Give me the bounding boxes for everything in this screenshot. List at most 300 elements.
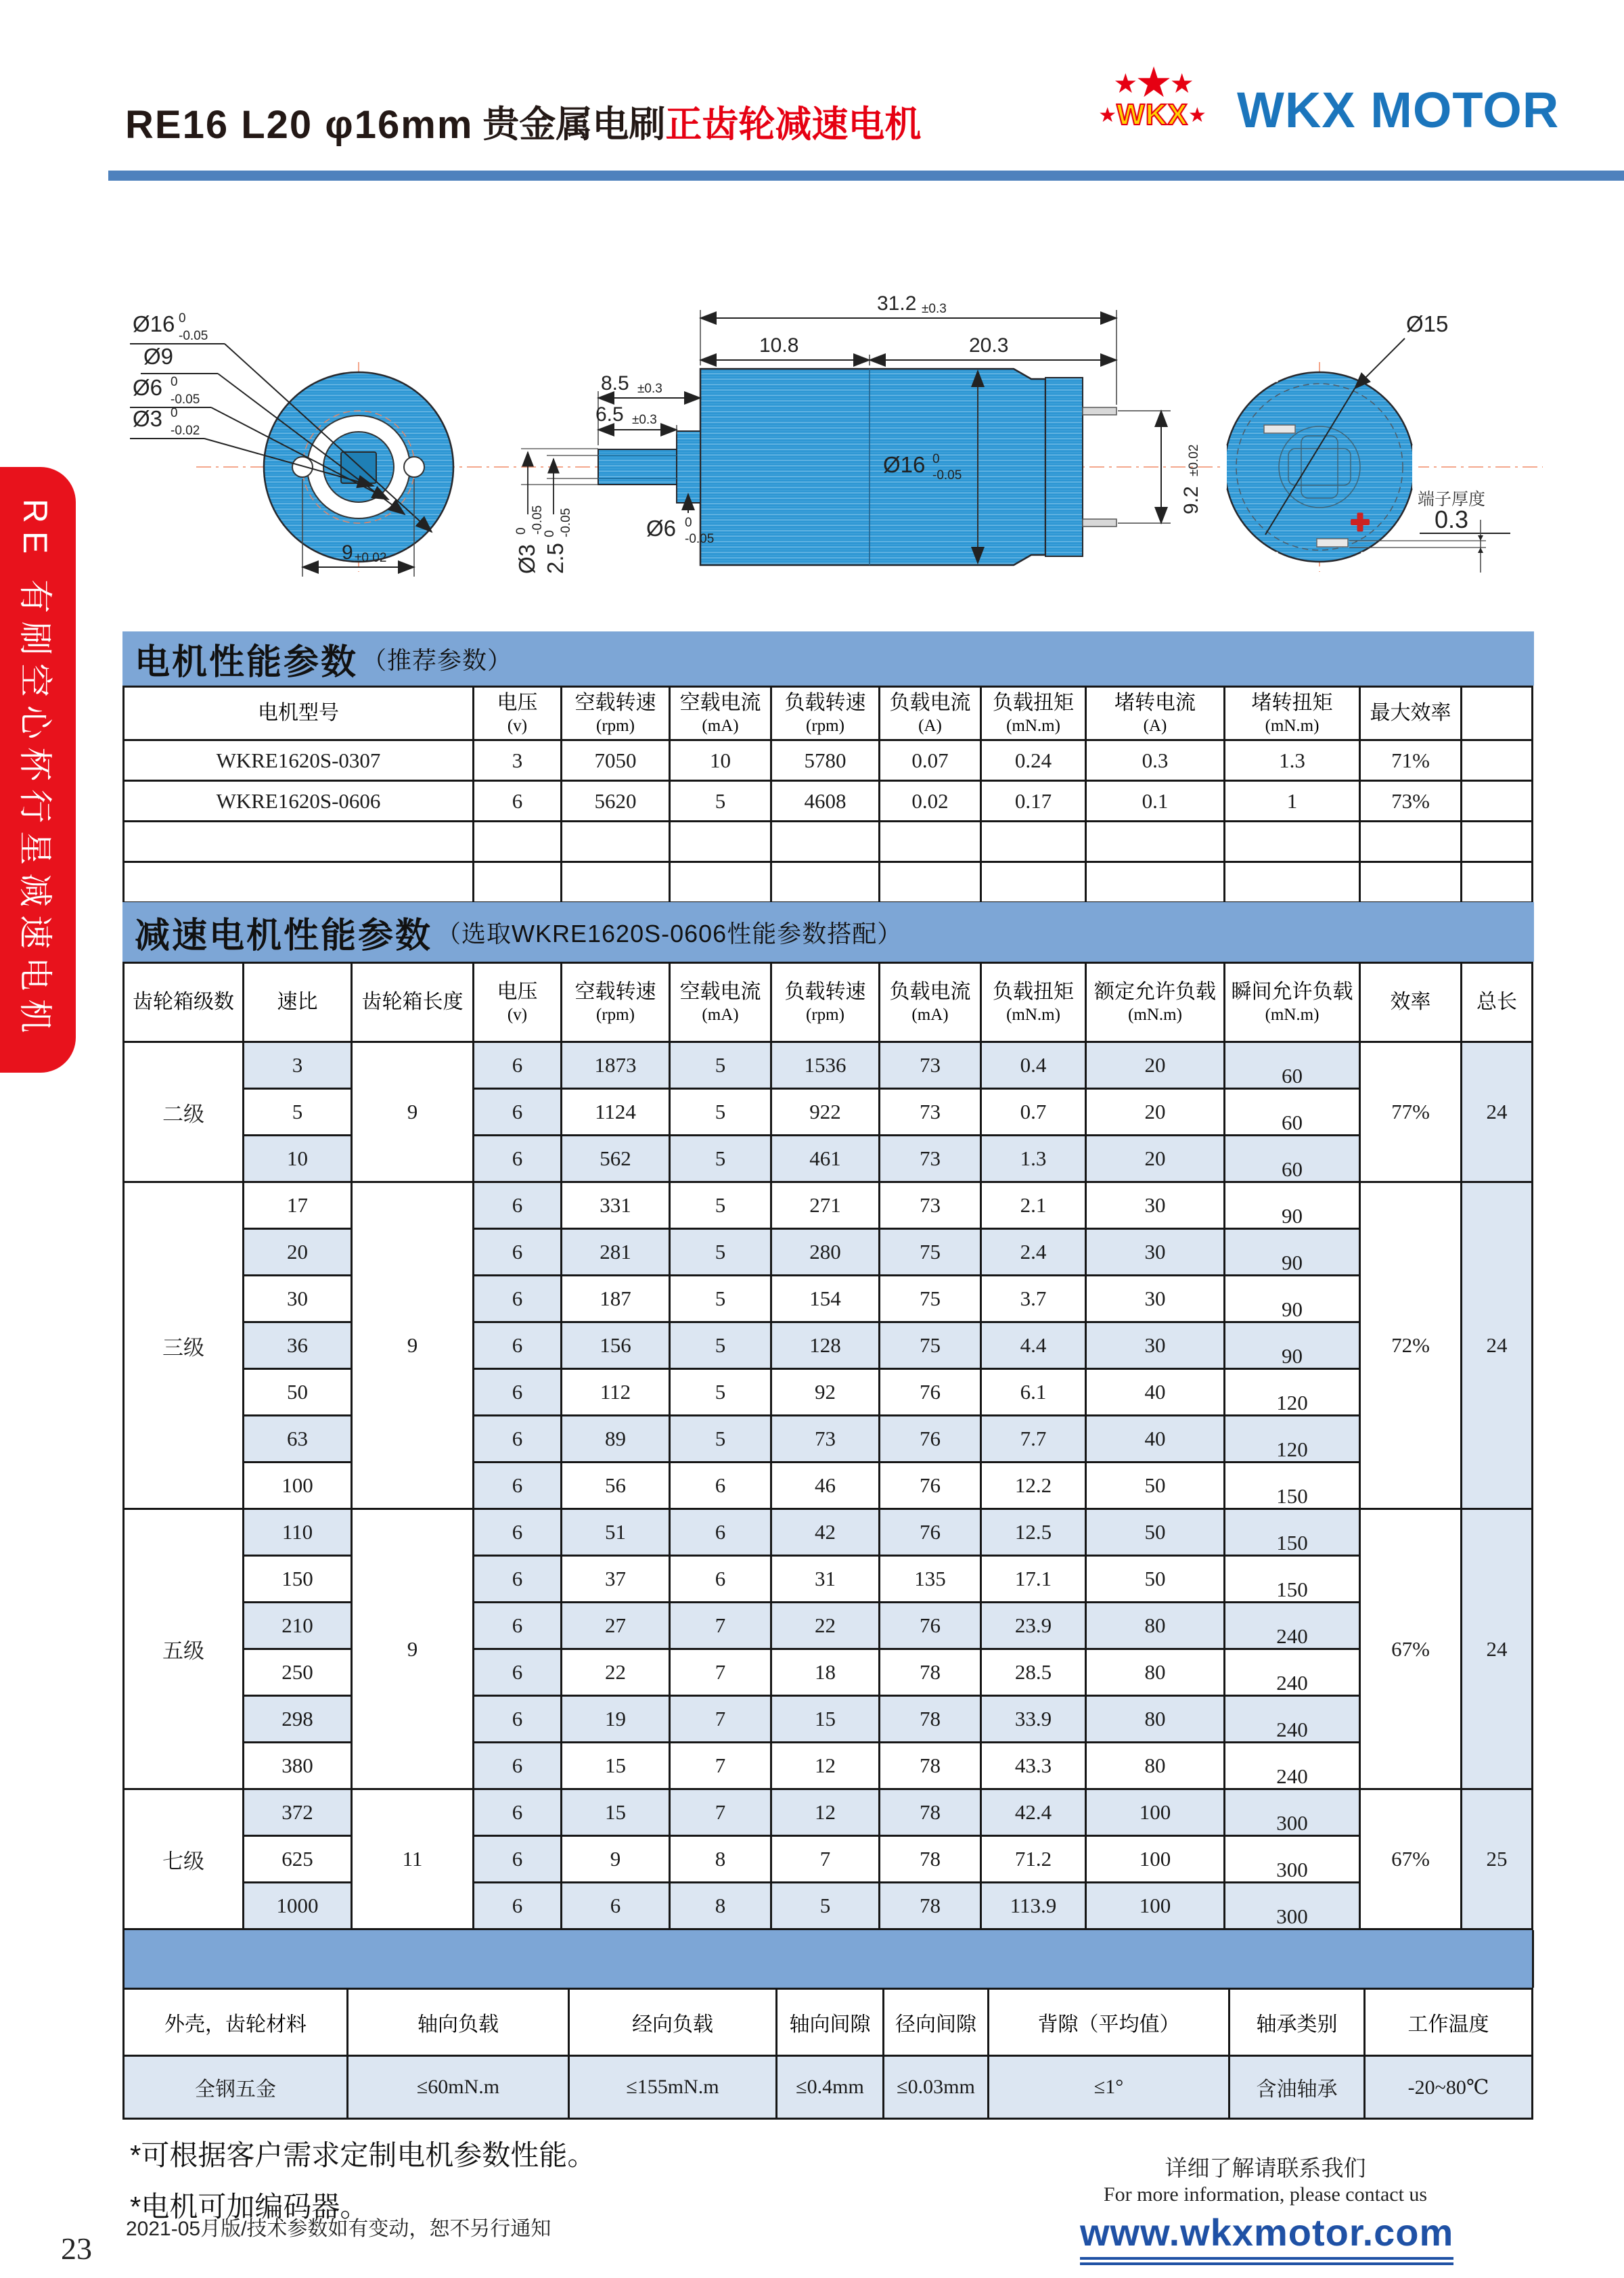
table-cell: 240 (1225, 1743, 1360, 1789)
gearmotor-performance-table (122, 962, 1533, 1930)
table-cell: 76 (880, 1416, 981, 1462)
brand-name: WKX MOTOR (1237, 82, 1560, 138)
column-header-name: 负载电流 (889, 692, 971, 715)
table-cell: 1.3 (1225, 740, 1360, 781)
table-cell: 6 (474, 1696, 562, 1743)
table-cell (124, 862, 474, 903)
ratio-cell: 110 (244, 1509, 352, 1556)
motor-table-title: 电机性能参数 (135, 642, 359, 682)
table-cell: 28.5 (981, 1649, 1086, 1696)
column-header: 经向负载 (569, 1989, 777, 2056)
column-header: 轴承类别 (1230, 1989, 1365, 2056)
motor-body (700, 369, 1045, 565)
table-cell: 0.07 (880, 740, 981, 781)
column-header-unit: (rpm) (596, 1005, 635, 1024)
ratio-cell: 63 (244, 1416, 352, 1462)
ratio-cell: 625 (244, 1836, 352, 1883)
column-header (670, 963, 771, 1042)
column-header (1225, 963, 1360, 1042)
motor-table-subtitle: （推荐参数） (362, 646, 513, 674)
total-length-cell: 25 (1462, 1789, 1533, 1929)
column-header (1086, 687, 1225, 740)
total-length-cell: 24 (1462, 1042, 1533, 1182)
separator-band (122, 1930, 1534, 1988)
table-cell: 12.5 (981, 1509, 1086, 1556)
table-cell: 562 (562, 1136, 670, 1182)
motor-table-banner (122, 631, 1534, 686)
output-shaft (598, 449, 677, 485)
column-header-name: 最大效率 (1370, 702, 1451, 725)
table-row (124, 781, 1533, 822)
column-header: 外壳，齿轮材料 (124, 1989, 348, 2056)
efficiency-cell: 72% (1360, 1182, 1462, 1509)
table-cell: 9 (562, 1836, 670, 1883)
column-header (474, 963, 562, 1042)
table-cell (562, 862, 670, 903)
title-black: 贵金属电刷 (482, 104, 666, 145)
column-header (1225, 687, 1360, 740)
table-cell: 187 (562, 1276, 670, 1322)
table-cell: 73 (880, 1136, 981, 1182)
column-header (981, 963, 1086, 1042)
table-cell: 5 (670, 1089, 771, 1136)
table-cell: 40 (1086, 1416, 1225, 1462)
table-cell: 0.24 (981, 740, 1086, 781)
table-cell: 78 (880, 1836, 981, 1883)
table-row (124, 1883, 1533, 1929)
table-cell: 22 (562, 1649, 670, 1696)
table-cell: 2.4 (981, 1229, 1086, 1276)
table-cell: 6 (670, 1462, 771, 1509)
svg-text:-0.05: -0.05 (531, 505, 545, 535)
svg-text:±0.3: ±0.3 (922, 302, 947, 316)
table-cell: 5 (670, 1042, 771, 1089)
table-cell: 全钢五金 (124, 2056, 348, 2119)
table-cell: 240 (1225, 1696, 1360, 1743)
table-row (124, 740, 1533, 781)
efficiency-cell: 67% (1360, 1789, 1462, 1929)
table-row (124, 1042, 1533, 1089)
table-cell: 6 (474, 1322, 562, 1369)
table-row (124, 2056, 1533, 2119)
column-header-name: 电压 (497, 692, 538, 715)
table-cell: 75 (880, 1276, 981, 1322)
table-cell: 5780 (771, 740, 880, 781)
table-cell (771, 822, 880, 862)
table-cell (981, 822, 1086, 862)
table-cell: ≤155mN.m (569, 2056, 777, 2119)
table-cell: 6 (474, 1416, 562, 1462)
table-cell: 56 (562, 1462, 670, 1509)
gear-table-subtitle: （选取WKRE1620S-0606性能参数搭配） (436, 919, 903, 947)
column-header-unit: (v) (507, 1005, 528, 1024)
column-header (771, 963, 880, 1042)
svg-text:-0.05: -0.05 (171, 393, 200, 407)
side-view (514, 292, 1202, 574)
column-header (352, 963, 474, 1042)
table-cell: 78 (880, 1649, 981, 1696)
front-hole-left (292, 457, 313, 477)
table-row (124, 1322, 1533, 1369)
table-cell: 40 (1086, 1369, 1225, 1416)
table-row (124, 1509, 1533, 1556)
table-cell: 240 (1225, 1649, 1360, 1696)
header-row (124, 963, 1533, 1042)
front-view (130, 311, 453, 577)
table-cell: 0.4 (981, 1042, 1086, 1089)
stage-cell: 五级 (124, 1509, 244, 1789)
table-row (124, 1136, 1533, 1182)
table-row (124, 1229, 1533, 1276)
stars-icon: ★★★ (1113, 60, 1192, 106)
rear-view (1221, 311, 1510, 573)
column-header: 径向间隙 (884, 1989, 989, 2056)
table-cell: 89 (562, 1416, 670, 1462)
svg-text:0: 0 (171, 375, 178, 389)
table-row (124, 1182, 1533, 1229)
table-cell: 12 (771, 1789, 880, 1836)
table-cell (1360, 822, 1462, 862)
header-row (124, 687, 1533, 740)
technical-drawings (0, 196, 1624, 629)
table-cell: 5 (670, 1136, 771, 1182)
table-cell: 12 (771, 1743, 880, 1789)
table-cell: 0.02 (880, 781, 981, 822)
column-header: 工作温度 (1365, 1989, 1533, 2056)
gear-length-cell: 9 (352, 1182, 474, 1509)
column-header (562, 963, 670, 1042)
table-cell: 50 (1086, 1509, 1225, 1556)
table-cell: 7 (771, 1836, 880, 1883)
table-cell: 5 (670, 1322, 771, 1369)
ratio-cell: 20 (244, 1229, 352, 1276)
column-header-name: 速比 (277, 991, 318, 1014)
svg-text:±0.3: ±0.3 (632, 413, 657, 427)
table-cell: 10 (670, 740, 771, 781)
gear-table-title: 减速电机性能参数 (135, 916, 433, 956)
table-cell: 271 (771, 1182, 880, 1229)
table-cell: 80 (1086, 1743, 1225, 1789)
ratio-cell: 380 (244, 1743, 352, 1789)
table-cell: 15 (562, 1743, 670, 1789)
table-cell: 50 (1086, 1556, 1225, 1603)
column-header (1360, 687, 1462, 740)
ratio-cell: 150 (244, 1556, 352, 1603)
stage-cell: 三级 (124, 1182, 244, 1509)
table-cell: 5 (670, 781, 771, 822)
table-cell: 80 (1086, 1649, 1225, 1696)
table-row (124, 1276, 1533, 1322)
column-header-name: 堵转电流 (1114, 692, 1196, 715)
table-cell: WKRE1620S-0307 (124, 740, 474, 781)
table-cell: 19 (562, 1696, 670, 1743)
table-cell: 76 (880, 1369, 981, 1416)
column-header-name: 空载电流 (679, 981, 761, 1004)
table-cell: 5 (670, 1276, 771, 1322)
dim-label: 9 (342, 541, 353, 564)
terminal-thickness-label: 端子厚度 (1417, 490, 1486, 509)
table-cell: ≤1° (989, 2056, 1230, 2119)
table-row (124, 1696, 1533, 1743)
svg-text:-0.05: -0.05 (179, 329, 208, 343)
dim-label: 2.5 (543, 543, 568, 574)
column-header-name: 堵转扭矩 (1251, 692, 1333, 715)
table-cell: 3 (474, 740, 562, 781)
table-row (124, 1743, 1533, 1789)
table-cell: 6 (474, 1509, 562, 1556)
terminal-top (1083, 407, 1116, 415)
column-header (562, 687, 670, 740)
dim-label: Ø9 (143, 344, 174, 369)
table-cell: 0.17 (981, 781, 1086, 822)
table-cell: ≤0.4mm (777, 2056, 884, 2119)
total-length-cell: 24 (1462, 1182, 1533, 1509)
ratio-cell: 372 (244, 1789, 352, 1836)
table-row (124, 1462, 1533, 1509)
table-cell: 37 (562, 1556, 670, 1603)
ratio-cell: 50 (244, 1369, 352, 1416)
table-cell: 30 (1086, 1276, 1225, 1322)
table-cell: 46 (771, 1462, 880, 1509)
table-cell (124, 822, 474, 862)
table-cell: 6 (474, 1649, 562, 1696)
table-cell: 6 (474, 1136, 562, 1182)
table-cell (474, 822, 562, 862)
table-cell (880, 862, 981, 903)
svg-text:0: 0 (685, 516, 692, 530)
table-cell: 113.9 (981, 1883, 1086, 1929)
table-cell: 6 (474, 1089, 562, 1136)
table-cell: 4608 (771, 781, 880, 822)
dim-label: Ø3 (514, 543, 539, 574)
table-cell: 42 (771, 1509, 880, 1556)
table-cell: 1873 (562, 1042, 670, 1089)
table-row (124, 1089, 1533, 1136)
column-header (1360, 963, 1462, 1042)
column-header-name: 瞬间允许负载 (1231, 981, 1353, 1004)
motor-performance-section (122, 631, 1534, 903)
table-cell: 156 (562, 1322, 670, 1369)
table-cell: 90 (1225, 1229, 1360, 1276)
header-row (124, 1989, 1533, 2056)
table-cell: 0.1 (1086, 781, 1225, 822)
table-cell: 6 (474, 1462, 562, 1509)
table-row (124, 1556, 1533, 1603)
table-cell: 6 (474, 1042, 562, 1089)
dim-label: Ø3 (133, 406, 163, 431)
table-cell: 5 (771, 1883, 880, 1929)
column-header-unit: (mA) (911, 1005, 949, 1024)
svg-text:-0.05: -0.05 (685, 532, 715, 546)
table-cell: 6 (474, 1836, 562, 1883)
table-cell (1086, 822, 1225, 862)
table-cell: 90 (1225, 1182, 1360, 1229)
table-cell: 150 (1225, 1556, 1360, 1603)
table-cell: 7 (670, 1696, 771, 1743)
table-cell (880, 822, 981, 862)
gear-table-banner (122, 902, 1534, 962)
column-header-unit: (mA) (702, 716, 739, 735)
table-cell: 300 (1225, 1789, 1360, 1836)
sidebar-label: RE 有刷空心杯行星减速电机 (16, 498, 54, 1042)
terminal-bottom (1083, 519, 1116, 527)
table-cell: 23.9 (981, 1603, 1086, 1649)
table-cell: 135 (880, 1556, 981, 1603)
column-header-unit: (mN.m) (1006, 716, 1060, 735)
column-header-name: 空载电流 (679, 692, 761, 715)
column-header-name: 额定允许负载 (1094, 981, 1216, 1004)
table-cell: 922 (771, 1089, 880, 1136)
table-cell: 33.9 (981, 1696, 1086, 1743)
column-header-name: 齿轮箱长度 (361, 991, 464, 1014)
table-cell: 1.3 (981, 1136, 1086, 1182)
table-cell: 30 (1086, 1322, 1225, 1369)
table-cell (562, 822, 670, 862)
table-cell (1360, 862, 1462, 903)
gear-length-cell: 9 (352, 1042, 474, 1182)
website-link[interactable]: www.wkxmotor.com (1080, 2210, 1453, 2265)
table-cell: 76 (880, 1462, 981, 1509)
table-cell (474, 862, 562, 903)
svg-text:-0.05: -0.05 (559, 508, 573, 537)
table-cell: 60 (1225, 1136, 1360, 1182)
gear-length-cell: 9 (352, 1509, 474, 1789)
table-cell: 73 (880, 1089, 981, 1136)
table-cell: 15 (562, 1789, 670, 1836)
table-row (124, 822, 1533, 862)
column-header: 轴向负载 (348, 1989, 569, 2056)
table-cell: 31 (771, 1556, 880, 1603)
mechanical-spec-table (122, 1988, 1533, 2120)
table-cell: 73 (771, 1416, 880, 1462)
table-cell: 6 (670, 1556, 771, 1603)
table-cell: 281 (562, 1229, 670, 1276)
column-header-unit: (A) (1143, 716, 1167, 735)
dim-label: Ø6 (133, 375, 163, 400)
table-cell: 20 (1086, 1136, 1225, 1182)
table-cell: 90 (1225, 1276, 1360, 1322)
table-cell: 100 (1086, 1883, 1225, 1929)
table-cell: 150 (1225, 1462, 1360, 1509)
table-cell: 76 (880, 1509, 981, 1556)
column-header-unit: (mN.m) (1265, 1005, 1320, 1024)
efficiency-cell: 67% (1360, 1509, 1462, 1789)
dim-label: 31.2 (877, 292, 917, 315)
column-header-name: 负载转速 (784, 981, 866, 1004)
column-header-name: 负载转速 (784, 692, 866, 715)
table-cell: 8 (670, 1883, 771, 1929)
dim-label: Ø15 (1406, 311, 1449, 336)
column-header (124, 687, 474, 740)
table-cell (981, 862, 1086, 903)
gear-length-cell: 11 (352, 1789, 474, 1929)
page-title (125, 80, 921, 148)
column-header-unit: (mN.m) (1006, 1005, 1060, 1024)
column-header-unit: (mN.m) (1128, 1005, 1182, 1024)
table-cell: 120 (1225, 1369, 1360, 1416)
table-cell: 60 (1225, 1042, 1360, 1089)
table-cell: 15 (771, 1696, 880, 1743)
column-header-name: 电机型号 (258, 702, 339, 725)
table-cell: 112 (562, 1369, 670, 1416)
terminal-thickness-value: 0.3 (1434, 506, 1469, 533)
page-number: 23 (61, 2231, 92, 2266)
ratio-cell: 17 (244, 1182, 352, 1229)
dim-label: 20.3 (969, 334, 1009, 357)
column-header-name: 空载转速 (574, 692, 656, 715)
table-cell: 0.7 (981, 1089, 1086, 1136)
table-row (124, 1789, 1533, 1836)
column-header: 轴向间隙 (777, 1989, 884, 2056)
table-cell: 3.7 (981, 1276, 1086, 1322)
header-divider (108, 171, 1624, 181)
motor-performance-table (122, 686, 1533, 903)
ratio-cell: 100 (244, 1462, 352, 1509)
dim-label: Ø16 (883, 452, 926, 477)
table-cell: 73 (880, 1182, 981, 1229)
dim-label: 9.2 (1180, 486, 1202, 514)
table-row (124, 1416, 1533, 1462)
table-cell: 含油轴承 (1230, 2056, 1365, 2119)
column-header (474, 687, 562, 740)
column-header: 背隙（平均值） (989, 1989, 1230, 2056)
table-cell: 80 (1086, 1603, 1225, 1649)
ratio-cell: 298 (244, 1696, 352, 1743)
dim-label: Ø16 (133, 311, 175, 336)
table-cell: 76 (880, 1603, 981, 1649)
table-cell: 78 (880, 1743, 981, 1789)
table-cell (1462, 781, 1533, 822)
table-cell: 71% (1360, 740, 1462, 781)
table-cell: 78 (880, 1883, 981, 1929)
table-cell (670, 862, 771, 903)
end-cap (1045, 378, 1083, 556)
ratio-cell: 10 (244, 1136, 352, 1182)
column-header (244, 963, 352, 1042)
table-cell: 30 (1086, 1182, 1225, 1229)
column-header-name: 总长 (1476, 991, 1517, 1014)
column-header (880, 963, 981, 1042)
table-cell: 6 (474, 1556, 562, 1603)
efficiency-cell: 77% (1360, 1042, 1462, 1182)
table-cell: WKRE1620S-0606 (124, 781, 474, 822)
ratio-cell: 3 (244, 1042, 352, 1089)
table-row (124, 1369, 1533, 1416)
table-cell: 75 (880, 1229, 981, 1276)
table-cell: 6 (474, 1276, 562, 1322)
table-cell: 42.4 (981, 1789, 1086, 1836)
note-custom-parameters: *可根据客户需求定制电机参数性能。 (130, 2139, 596, 2171)
column-header (981, 687, 1086, 740)
ratio-cell: 30 (244, 1276, 352, 1322)
column-header (1462, 963, 1533, 1042)
column-header-unit: (A) (918, 716, 942, 735)
ratio-cell: 210 (244, 1603, 352, 1649)
table-cell (1086, 862, 1225, 903)
rear-terminal-slot-2 (1317, 539, 1348, 547)
table-cell: 18 (771, 1649, 880, 1696)
svg-text:0: 0 (171, 406, 178, 420)
contact-text-cn: 详细了解请联系我们 (1165, 2157, 1366, 2181)
table-row (124, 1603, 1533, 1649)
table-cell: 150 (1225, 1509, 1360, 1556)
table-cell: 22 (771, 1603, 880, 1649)
table-cell: ≤0.03mm (884, 2056, 989, 2119)
table-cell (670, 822, 771, 862)
table-cell: 5 (670, 1369, 771, 1416)
table-cell: 6 (474, 781, 562, 822)
table-cell: -20~80℃ (1365, 2056, 1533, 2119)
